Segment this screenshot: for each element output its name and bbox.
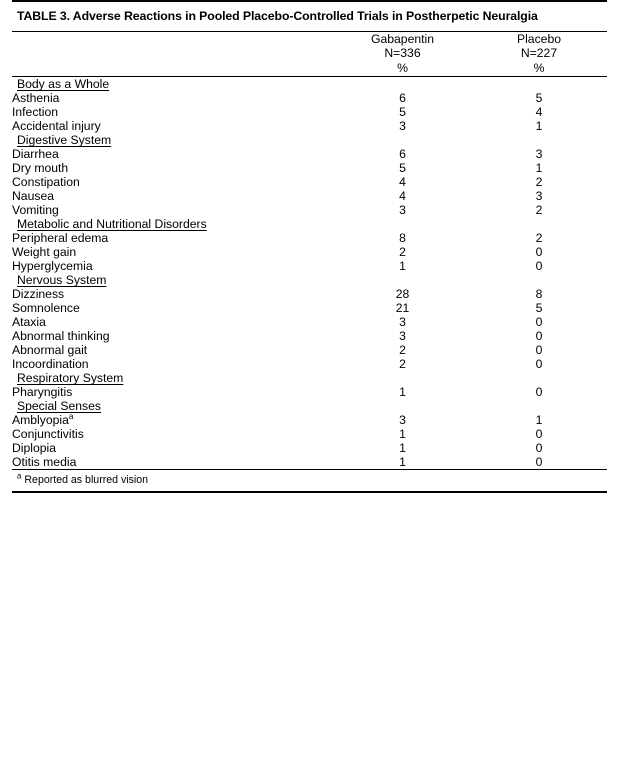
- reaction-label-cell: [12, 91, 334, 105]
- header-placebo-unit: %: [533, 61, 545, 76]
- reaction-label-cell: [12, 343, 334, 357]
- table-row: [12, 119, 607, 133]
- reaction-label: Infection: [12, 105, 59, 120]
- reaction-label-cell: [12, 231, 334, 245]
- section-row: [12, 133, 607, 147]
- table-row: [12, 301, 607, 315]
- section-header-cell: [12, 217, 607, 231]
- table-row: [12, 315, 607, 329]
- placebo-value: 0: [535, 245, 543, 260]
- section-header-cell: [12, 399, 607, 413]
- reaction-label-cell: [12, 413, 334, 427]
- table-body: [12, 77, 607, 469]
- reaction-label-cell: [12, 329, 334, 343]
- reaction-label: Vomiting: [12, 203, 59, 218]
- table-row: [12, 147, 607, 161]
- table-row: [12, 455, 607, 469]
- reaction-label-cell: [12, 203, 334, 217]
- gabapentin-value: 5: [399, 161, 406, 176]
- gabapentin-value: 3: [399, 329, 406, 344]
- reaction-label-cell: [12, 245, 334, 259]
- section-row: [12, 273, 607, 287]
- placebo-value: 1: [535, 161, 543, 176]
- section-title: Respiratory System: [17, 371, 124, 386]
- section-title: Nervous System: [17, 273, 107, 288]
- reaction-label-cell: [12, 441, 334, 455]
- table-row: [12, 441, 607, 455]
- gabapentin-value: 3: [399, 203, 406, 218]
- reaction-label-cell: [12, 357, 334, 371]
- reaction-label: Conjunctivitis: [12, 427, 84, 442]
- section-row: [12, 399, 607, 413]
- adverse-reactions-body: [12, 77, 607, 469]
- gabapentin-value: 2: [399, 245, 406, 260]
- table-row: [12, 245, 607, 259]
- reaction-label-cell: [12, 119, 334, 133]
- section-row: [12, 77, 607, 91]
- reaction-label: Accidental injury: [12, 119, 101, 134]
- table-row: [12, 385, 607, 399]
- gabapentin-value: 1: [399, 427, 406, 442]
- header-placebo-name: Placebo: [516, 31, 562, 46]
- section-title: Body as a Whole: [17, 77, 110, 92]
- gabapentin-value: 6: [399, 91, 406, 106]
- reaction-label: Peripheral edema: [12, 231, 109, 246]
- reaction-label: Dry mouth: [12, 161, 69, 176]
- header-placebo-n: N=227: [520, 46, 558, 61]
- gabapentin-value: 21: [395, 301, 410, 316]
- section-header-cell: [12, 273, 607, 287]
- section-row: [12, 217, 607, 231]
- section-header-cell: [12, 77, 607, 91]
- section-title: Digestive System: [17, 133, 112, 148]
- placebo-value: 3: [535, 189, 543, 204]
- header-gabapentin: [334, 32, 471, 77]
- placebo-value: 8: [535, 287, 543, 302]
- placebo-value: 2: [535, 175, 543, 190]
- gabapentin-value: 6: [399, 147, 406, 162]
- reaction-label: Asthenia: [12, 91, 60, 106]
- placebo-value: 5: [535, 91, 543, 106]
- reaction-label-cell: [12, 287, 334, 301]
- reaction-label-cell: [12, 189, 334, 203]
- reaction-label-footnote-marker: a: [68, 412, 74, 422]
- placebo-value: 0: [535, 427, 543, 442]
- section-title: Metabolic and Nutritional Disorders: [17, 217, 207, 232]
- table-row: [12, 357, 607, 371]
- placebo-value: 5: [535, 301, 543, 316]
- placebo-value: 4: [535, 105, 543, 120]
- placebo-value: 0: [535, 441, 543, 456]
- reaction-label-cell: [12, 147, 334, 161]
- reaction-label-cell: [12, 175, 334, 189]
- section-row: [12, 371, 607, 385]
- header-label-blank: [12, 32, 334, 77]
- table-row: [12, 105, 607, 119]
- placebo-value: 0: [535, 385, 543, 400]
- adverse-reactions-table: [12, 32, 607, 77]
- table-row: [12, 259, 607, 273]
- placebo-value: 1: [535, 413, 543, 428]
- table-row: [12, 91, 607, 105]
- gabapentin-value: 3: [399, 315, 406, 330]
- table-row: [12, 329, 607, 343]
- reaction-label: Pharyngitis: [12, 385, 73, 400]
- reaction-label-cell: [12, 259, 334, 273]
- reaction-label: Dizziness: [12, 287, 65, 302]
- placebo-value: 1: [535, 119, 543, 134]
- table-bottom-rule: [12, 491, 607, 493]
- placebo-value: 0: [535, 357, 543, 372]
- reaction-label: Abnormal gait: [12, 343, 88, 358]
- gabapentin-value: 28: [395, 287, 410, 302]
- placebo-value: 2: [535, 231, 543, 246]
- placebo-value: 3: [535, 147, 543, 162]
- footnote-text: Reported as blurred vision: [21, 474, 149, 487]
- gabapentin-value: 2: [399, 357, 406, 372]
- reaction-label: Somnolence: [12, 301, 80, 316]
- gabapentin-value: 1: [399, 441, 406, 456]
- table-row: [12, 413, 607, 427]
- reaction-label: Diplopia: [12, 441, 57, 456]
- table-row: [12, 189, 607, 203]
- table-footnote: [12, 470, 607, 487]
- gabapentin-value: 3: [399, 119, 406, 134]
- table-header: [12, 32, 607, 77]
- placebo-value: 0: [535, 343, 543, 358]
- footnote-marker: a: [17, 471, 22, 481]
- reaction-label-cell: [12, 315, 334, 329]
- placebo-value: 0: [535, 259, 543, 274]
- gabapentin-value: 1: [399, 455, 406, 470]
- header-gabapentin-name: Gabapentin: [370, 31, 435, 46]
- header-gabapentin-n: N=336: [384, 46, 421, 61]
- reaction-label: Abnormal thinking: [12, 329, 110, 344]
- gabapentin-value: 4: [399, 189, 406, 204]
- section-header-cell: [12, 371, 607, 385]
- section-title: Special Senses: [17, 399, 102, 414]
- reaction-label-cell: [12, 105, 334, 119]
- reaction-label: Weight gain: [12, 245, 77, 260]
- gabapentin-value: 5: [399, 105, 406, 120]
- placebo-value: 2: [535, 203, 543, 218]
- reaction-label: Otitis media: [12, 455, 77, 470]
- gabapentin-value: 3: [399, 413, 406, 428]
- reaction-label: Nausea: [12, 189, 55, 204]
- table-row: [12, 427, 607, 441]
- header-row: [12, 32, 607, 77]
- table-title: TABLE 3. Adverse Reactions in Pooled Placebo-Controlled Trials in Postherpetic Neuralgia: [17, 9, 538, 23]
- gabapentin-value: 4: [399, 175, 406, 190]
- reaction-label: Amblyopia: [12, 413, 69, 428]
- table-row: [12, 161, 607, 175]
- gabapentin-value: 8: [399, 231, 406, 246]
- placebo-value: 0: [535, 315, 543, 330]
- reaction-label-cell: [12, 427, 334, 441]
- section-header-cell: [12, 133, 607, 147]
- table-row: [12, 175, 607, 189]
- header-gabapentin-unit: %: [397, 61, 408, 76]
- reaction-label-cell: [12, 455, 334, 469]
- reaction-label: Diarrhea: [12, 147, 59, 162]
- table-row: [12, 343, 607, 357]
- table-row: [12, 203, 607, 217]
- gabapentin-value: 1: [399, 259, 406, 274]
- table-row: [12, 287, 607, 301]
- table-row: [12, 231, 607, 245]
- reaction-label-cell: [12, 301, 334, 315]
- placebo-value: 0: [535, 455, 543, 470]
- reaction-label-cell: [12, 385, 334, 399]
- reaction-label: Incoordination: [12, 357, 89, 372]
- gabapentin-value: 2: [399, 343, 406, 358]
- reaction-label: Ataxia: [12, 315, 46, 330]
- reaction-label: Hyperglycemia: [12, 259, 93, 274]
- reaction-label-cell: [12, 161, 334, 175]
- header-placebo: [471, 32, 607, 77]
- gabapentin-value: 1: [399, 385, 406, 400]
- placebo-value: 0: [535, 329, 543, 344]
- reaction-label: Constipation: [12, 175, 80, 190]
